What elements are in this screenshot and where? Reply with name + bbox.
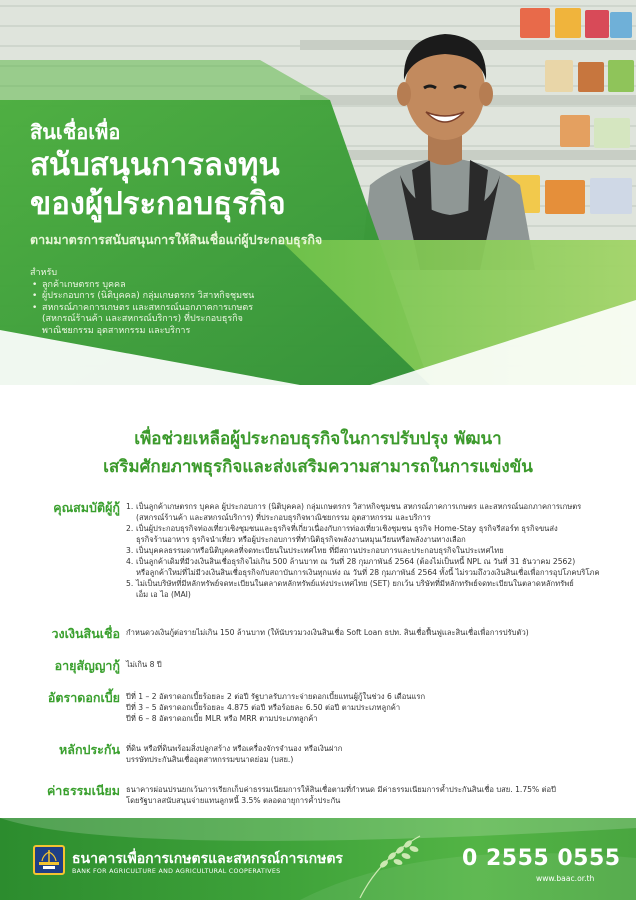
hero-banner <box>0 0 636 385</box>
audience-item: • สหกรณ์ภาคการเกษตร และสหกรณ์นอกภาคการเกษตร <box>30 303 330 315</box>
term-text: ไม่เกิน 8 ปี <box>126 660 162 669</box>
baac-logo <box>33 845 65 875</box>
hero-title-line2: สนับสนุนการลงทุน <box>30 147 280 183</box>
collateral-line: บรรษัทประกันสินเชื่ออุตสาหกรรมขนาดย่อม (บสย.) <box>126 755 294 764</box>
bank-name-thai: ธนาคารเพื่อการเกษตรและสหกรณ์การเกษตร <box>72 851 343 867</box>
collateral-label: หลักประกัน <box>59 742 120 757</box>
website-link[interactable]: www.baac.or.th <box>536 874 595 883</box>
audience-heading: สำหรับ <box>30 268 58 278</box>
credit-limit-text: กำหนดวงเงินกู้ต่อรายไม่เกิน 150 ล้านบาท (ให้นับรวมวงเงินสินเชื่อ Soft Loan ธปท. สินเชื่อฟื้นฟูและสินเชื่อเพื่อการปรับตัว) <box>126 628 529 637</box>
audience-item-continuation: (สหกรณ์ร้านค้า และสหกรณ์บริการ) ที่ประกอบธุรกิจ <box>42 314 243 324</box>
interest-text <box>126 691 618 724</box>
purpose-headline-line2: เสริมศักยภาพธุรกิจและส่งเสริมความสามารถในการแข่งขัน <box>103 457 533 477</box>
item-number: 3. <box>126 546 134 555</box>
item-text: เป็นลูกค้าเดิมที่มีวงเงินสินเชื่อธุรกิจไม่เกิน 500 ล้านบาท ณ วันที่ 28 กุมภาพันธ์ 2564 (ต้องไม่เป็นหนี้ NPL ณ วันที่ 31 ธันวาคม 2562) <box>136 557 576 566</box>
interest-line: ปีที่ 3 – 5 อัตราดอกเบี้ยร้อยละ 4.875 ต่อปี หรือร้อยละ 6.50 ต่อปี ตามประเภทลูกค้า <box>126 703 401 712</box>
term-label: อายุสัญญากู้ <box>54 658 120 673</box>
purpose-headline <box>0 425 636 481</box>
credit-limit-label: วงเงินสินเชื่อ <box>51 626 120 641</box>
hero-title-line1: สินเชื่อเพื่อ <box>30 120 121 144</box>
hero-title-block <box>30 120 322 250</box>
hero-title-line3: ของผู้ประกอบธุรกิจ <box>30 186 286 222</box>
qualification-item <box>126 556 618 578</box>
item-text-cont: (สหกรณ์ร้านค้า และสหกรณ์บริการ) ที่ประกอบธุรกิจพาณิชยกรรม อุตสาหกรรม และบริการ <box>136 513 431 522</box>
item-text-cont: ธุรกิจร้านอาหาร ธุรกิจนำเที่ยว หรือผู้ประกอบการที่ทำนิติธุรกิจพลังงานหมุนเวียนหรือพลังงานทางเลือก <box>136 535 466 544</box>
fee-text <box>126 784 618 806</box>
item-number: 2. <box>126 524 134 533</box>
interest-line: ปีที่ 1 – 2 อัตราดอกเบี้ยร้อยละ 2 ต่อปี รัฐบาลรับภาระจ่ายดอกเบี้ยแทนผู้กู้ในช่วง 6 เดือนแรก <box>126 692 426 701</box>
item-text: ไม่เป็นบริษัทที่มีหลักทรัพย์จดทะเบียนในตลาดหลักทรัพย์แห่งประเทศไทย (SET) ยกเว้น บริษัทที่มีหลักทรัพย์จดทะเบียนในตลาดหลักทรัพย์ <box>136 579 574 588</box>
qualification-item <box>126 545 618 556</box>
item-number: 1. <box>126 502 134 511</box>
qualification-item <box>126 523 618 545</box>
audience-list <box>30 280 330 338</box>
bank-name-english: BANK FOR AGRICULTURE AND AGRICULTURAL COOPERATIVES <box>72 868 281 875</box>
hero-subtitle: ตามมาตรการสนับสนุนการให้สินเชื่อแก่ผู้ประกอบธุรกิจ <box>30 232 323 247</box>
item-number: 5. <box>126 579 134 588</box>
item-number: 4. <box>126 557 134 566</box>
item-text: เป็นผู้ประกอบธุรกิจท่องเที่ยวเชิงชุมชนและธุรกิจที่เกี่ยวเนื่องกับการท่องเที่ยวเชิงชุมชน ธุรกิจ Home-Stay ธุรกิจรีสอร์ท ธุรกิจขนส่ง <box>136 524 558 533</box>
collateral-line: ที่ดิน หรือที่ดินพร้อมสิ่งปลูกสร้าง หรือเครื่องจักรจำนอง หรือเงินฝาก <box>126 744 343 753</box>
item-text: เป็นบุคคลธรรมดาหรือนิติบุคคลที่จดทะเบียนในประเทศไทย ที่มีสถานประกอบการและประกอบธุรกิจในประเทศไทย <box>136 546 504 555</box>
item-text-cont: หรือลูกค้าใหม่ที่ไม่มีวงเงินสินเชื่อธุรกิจกับสถาบันการเงินทุกแห่ง ณ วันที่ 28 กุมภาพันธ์ 2564 ทั้งนี้ ไม่รวมถึงวงเงินสินเชื่อเพื่อการอุปโภคบริโภค <box>136 568 600 577</box>
interest-line: ปีที่ 6 – 8 อัตราดอกเบี้ย MLR หรือ MRR ตามประเภทลูกค้า <box>126 714 318 723</box>
baac-emblem-icon <box>35 847 63 873</box>
contact-phone[interactable]: 0 2555 0555 <box>462 846 621 871</box>
interest-label: อัตราดอกเบี้ย <box>47 690 120 705</box>
qualifications-list <box>126 501 618 600</box>
fee-line: ธนาคารผ่อนปรนยกเว้นการเรียกเก็บค่าธรรมเนียมการให้สินเชื่อตามที่กำหนด มีค่าธรรมเนียมการค้ำประกันสินเชื่อ บสย. 1.75% ต่อปี <box>126 785 556 794</box>
footer-bar <box>0 818 636 900</box>
item-text: เป็นลูกค้าเกษตรกร บุคคล ผู้ประกอบการ (นิติบุคคล) กลุ่มเกษตรกร วิสาหกิจชุมชน สหกรณ์ภาคการเกษตร และสหกรณ์นอกภาคการเกษตร <box>136 502 582 511</box>
audience-item-continuation: พาณิชยกรรม อุตสาหกรรม และบริการ <box>42 325 191 336</box>
qualifications-label: คุณสมบัติผู้กู้ <box>53 500 120 515</box>
audience-item: • ผู้ประกอบการ (นิติบุคคล) กลุ่มเกษตรกร วิสาหกิจชุมชน <box>30 291 330 303</box>
qualification-item <box>126 501 618 523</box>
collateral-text <box>126 743 618 765</box>
fee-line: โดยรัฐบาลสนับสนุนจ่ายแทนลูกหนี้ 3.5% ตลอดอายุการค้ำประกัน <box>126 796 341 805</box>
fee-label: ค่าธรรมเนียม <box>46 783 120 798</box>
qualification-item <box>126 578 618 600</box>
item-text-cont: เอ็ม เอ ไอ (MAI) <box>136 590 191 599</box>
target-audience <box>30 268 330 337</box>
audience-item: • ลูกค้าเกษตรกร บุคคล <box>30 280 330 292</box>
purpose-headline-line1: เพื่อช่วยเหลือผู้ประกอบธุรกิจในการปรับปรุง พัฒนา <box>134 429 502 449</box>
